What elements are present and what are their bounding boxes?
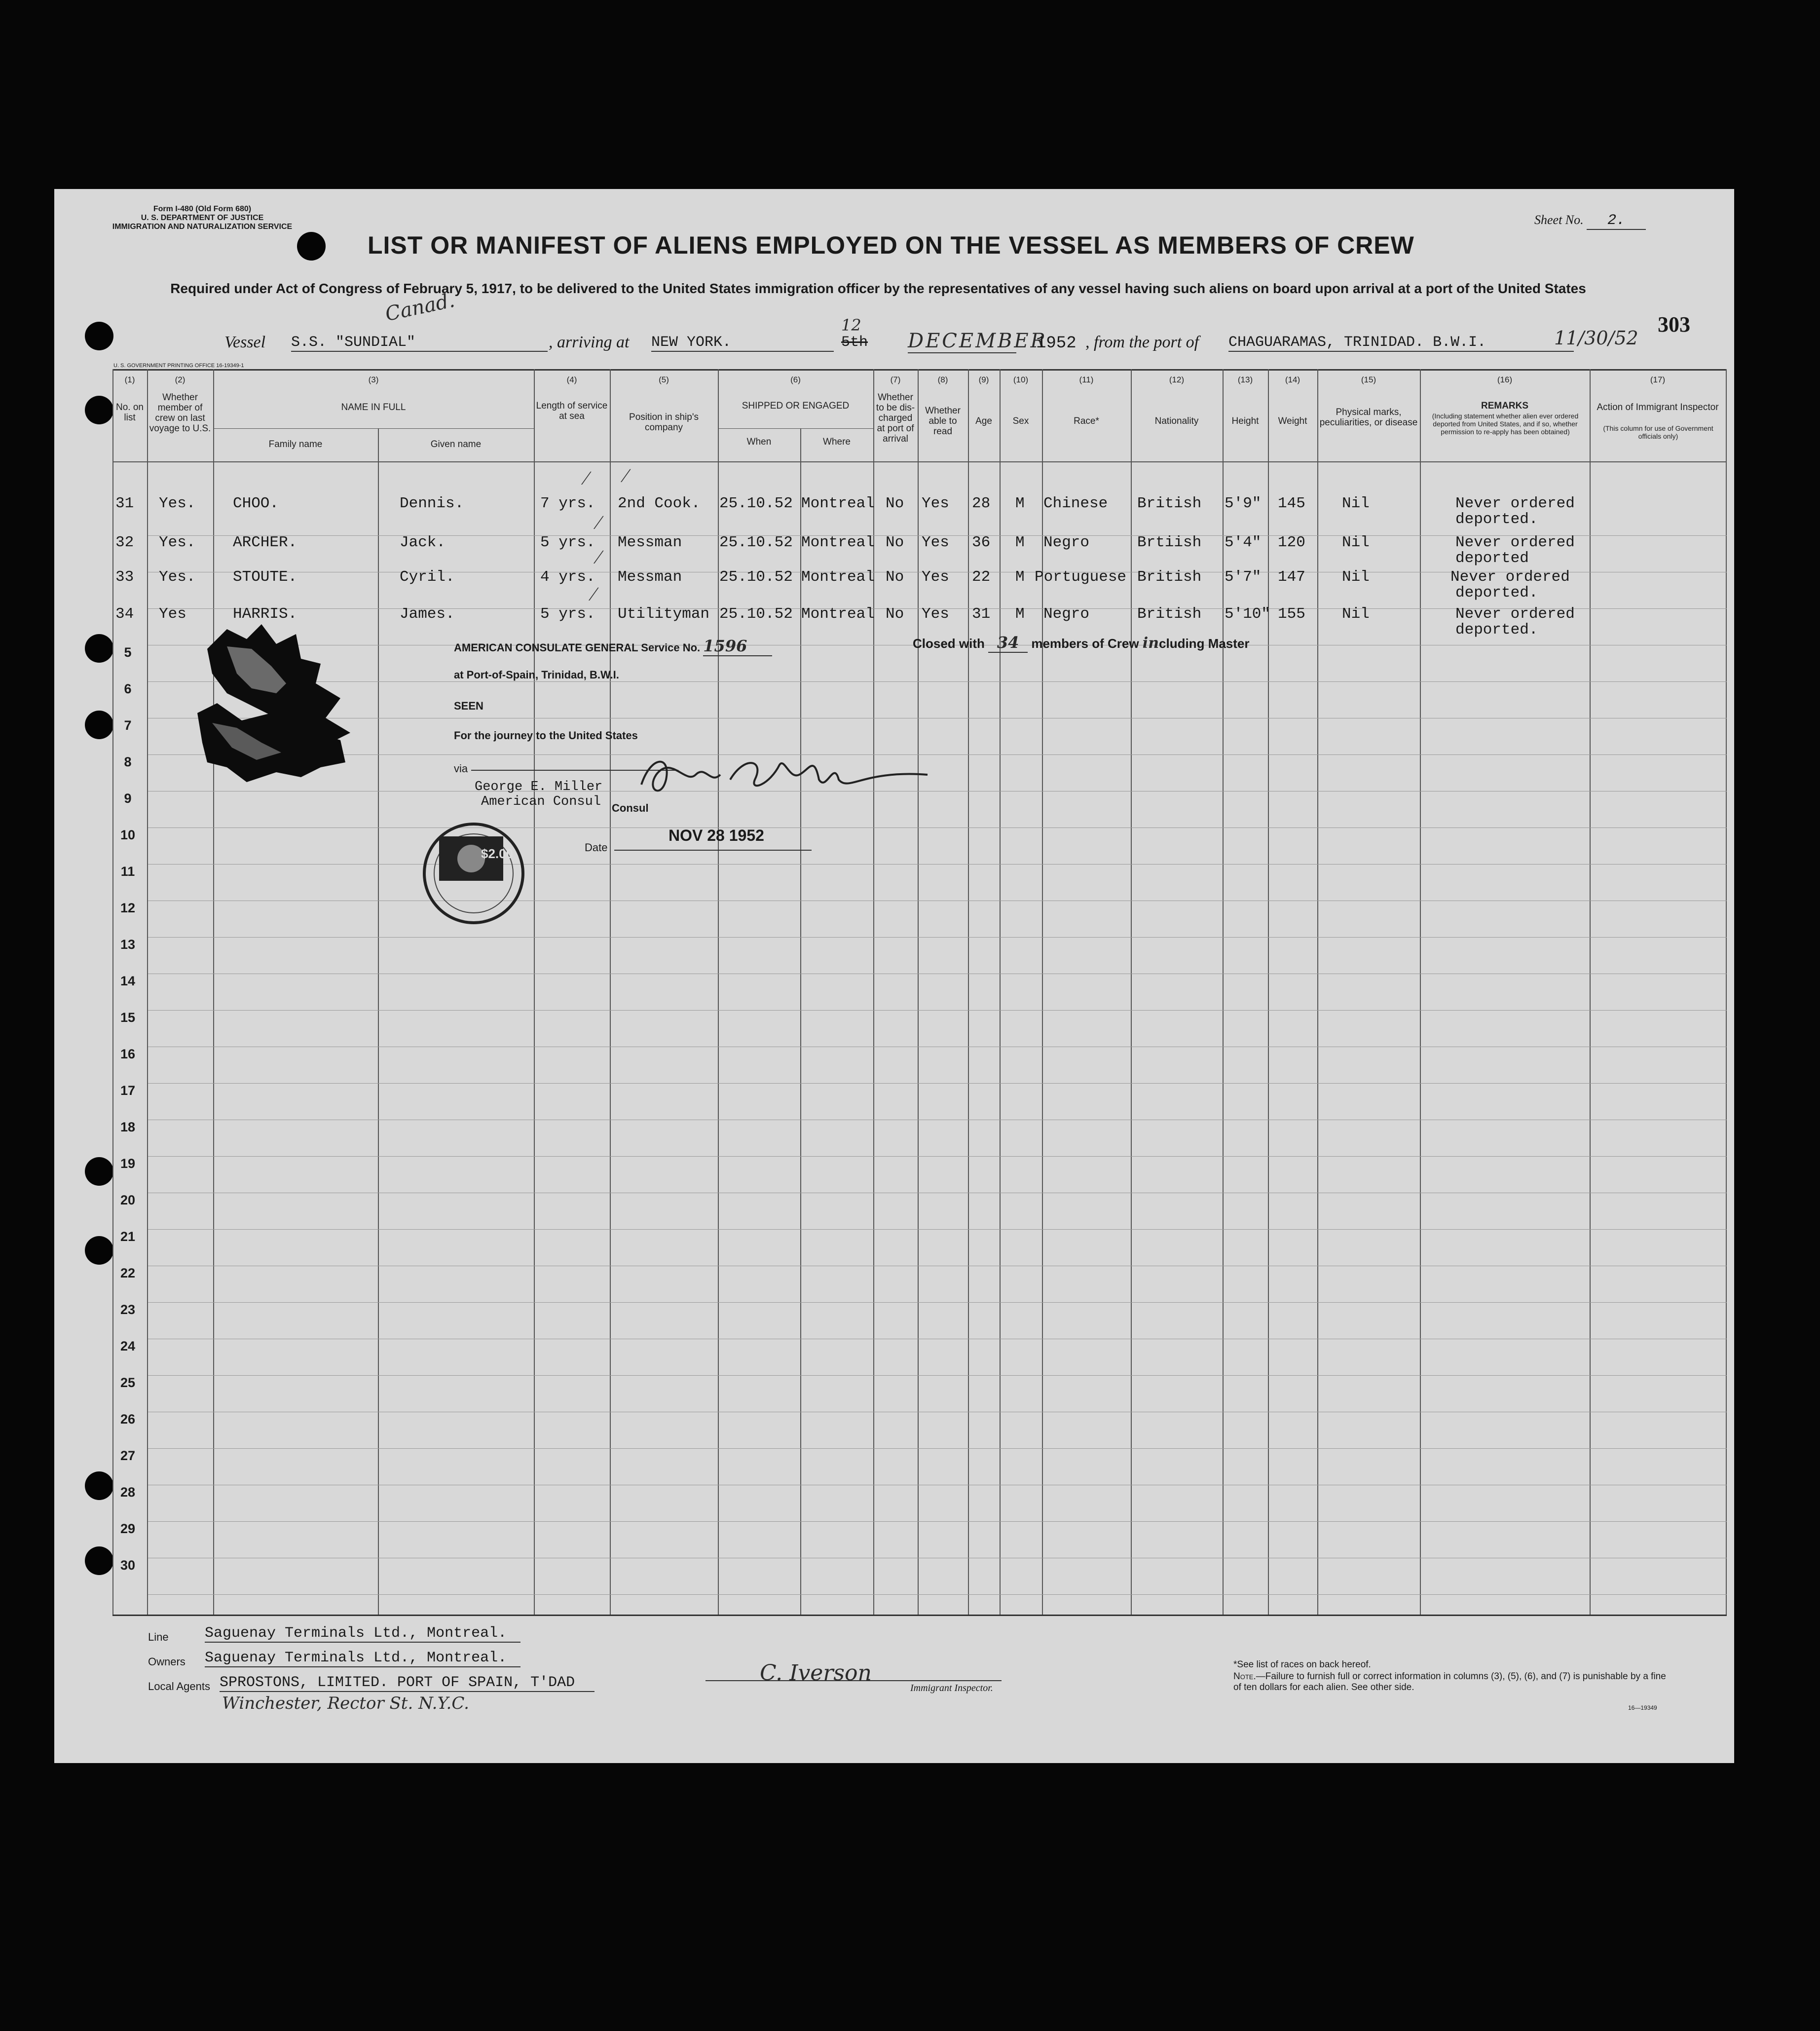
punch-hole (85, 1471, 113, 1500)
cell-where: Montreal (801, 605, 875, 623)
row-number: 18 (120, 1120, 136, 1134)
header-name-in-full: NAME IN FULL (341, 402, 406, 413)
row-line (148, 1521, 1727, 1522)
column-number: (15) (1361, 375, 1376, 384)
name-subheader-line (213, 428, 534, 429)
row-number: 29 (120, 1521, 136, 1536)
cell-service: 4 yrs. (540, 568, 595, 586)
row-number: 12 (120, 901, 136, 915)
row-number: 16 (120, 1047, 136, 1061)
struck-day: 5th (841, 334, 868, 351)
cell-number: 34 (115, 605, 134, 623)
header-weight: Weight (1278, 416, 1307, 426)
closed-count: 34 (988, 633, 1028, 653)
form-identifier (109, 205, 296, 231)
inspector-signature: C. Iverson (760, 1660, 872, 1686)
column-divider (1590, 369, 1591, 1615)
handwritten-date: 11/30/52 (1554, 327, 1638, 349)
header-race: Race* (1074, 416, 1099, 426)
row-line (148, 1156, 1727, 1157)
cell-height: 5'7" (1225, 568, 1262, 586)
cell-able-to-read: Yes (922, 495, 949, 512)
consul-signature (631, 745, 937, 804)
cell-remarks: Never ordered (1455, 605, 1575, 623)
cell-given-name: James. (400, 605, 455, 623)
row-line (148, 827, 1727, 828)
cell-able-to-read: Yes (922, 534, 949, 551)
punch-hole (85, 1546, 113, 1575)
footer-races-note: *See list of races on back hereof. (1233, 1659, 1371, 1670)
page-title: LIST OR MANIFEST OF ALIENS EMPLOYED ON THE VESSEL AS MEMBERS OF CREW (368, 231, 1414, 259)
header-when: When (746, 437, 772, 447)
column-divider (1726, 369, 1727, 1615)
column-divider (873, 369, 874, 1615)
consulate-service-number: 1596 (703, 637, 772, 656)
cell-sex: M (1015, 534, 1025, 551)
header-length-of-service: Length of service at sea (536, 401, 608, 421)
consulate-via: via (454, 762, 468, 775)
check-mark: ∕ (597, 546, 600, 568)
column-number: (17) (1650, 375, 1666, 384)
consulate-date-label: Date (585, 841, 608, 854)
column-divider (968, 369, 969, 1615)
column-number: (3) (368, 375, 379, 384)
consulate-line-2: at Port-of-Spain, Trinidad, B.W.I. (454, 669, 619, 681)
cell-last-voyage: Yes. (159, 534, 196, 551)
cell-remarks: deported. (1455, 584, 1538, 602)
header-shipped-or-engaged: SHIPPED OR ENGAGED (742, 401, 850, 411)
cell-family-name: HARRIS. (233, 605, 297, 623)
consulate-journey: For the journey to the United States (454, 729, 638, 742)
cell-discharged: No (886, 495, 904, 512)
row-number: 20 (120, 1193, 136, 1207)
row-number: 28 (120, 1485, 136, 1500)
arrival-year: 1952 (1036, 334, 1077, 353)
row-line (148, 1375, 1727, 1376)
punch-hole (85, 634, 113, 663)
cell-physical-marks: Nil (1342, 495, 1370, 512)
row-number: 15 (120, 1010, 136, 1025)
cell-race: Portuguese (1035, 568, 1127, 586)
column-divider (1223, 369, 1224, 1615)
cell-given-name: Jack. (400, 534, 446, 551)
row-number: 14 (120, 974, 136, 988)
row-number: 21 (120, 1229, 136, 1244)
cell-physical-marks: Nil (1342, 605, 1370, 623)
row-number: 23 (120, 1302, 136, 1317)
cell-race: Negro (1043, 534, 1090, 551)
punch-hole (85, 711, 113, 739)
cell-service: 5 yrs. (540, 605, 595, 623)
footer-owners-value: Saguenay Terminals Ltd., Montreal. (205, 1650, 520, 1667)
column-number: (8) (937, 375, 948, 384)
cell-height: 5'9" (1225, 495, 1262, 512)
footer-line-value: Saguenay Terminals Ltd., Montreal. (205, 1625, 520, 1643)
cell-weight: 120 (1278, 534, 1305, 551)
cell-position: Messman (618, 568, 682, 586)
row-number: 26 (120, 1412, 136, 1427)
row-line (148, 864, 1727, 865)
cell-last-voyage: Yes (159, 605, 186, 623)
header-bottom-border (112, 461, 1727, 462)
cell-where: Montreal (801, 568, 875, 586)
consulate-seen: SEEN (454, 700, 483, 712)
consulate-line-1 (454, 637, 772, 656)
cell-family-name: ARCHER. (233, 534, 297, 551)
vessel-name: S.S. "SUNDIAL" (291, 334, 548, 352)
cell-weight: 147 (1278, 568, 1305, 586)
column-divider (534, 369, 535, 1615)
column-divider (213, 369, 214, 1615)
cell-position: Utilityman (618, 605, 710, 623)
column-number: (6) (790, 375, 801, 384)
row-number: 6 (124, 681, 132, 696)
cell-position: Messman (618, 534, 682, 551)
check-mark: ∕ (585, 467, 588, 489)
column-divider (610, 369, 611, 1615)
cell-able-to-read: Yes (922, 605, 949, 623)
arriving-port: NEW YORK. (651, 334, 834, 352)
column-divider (918, 369, 919, 1615)
row-number: 7 (124, 718, 132, 733)
cell-remarks: Never ordered (1450, 568, 1570, 586)
cell-where: Montreal (801, 495, 875, 512)
cell-age: 36 (972, 534, 991, 551)
column-number: (1) (124, 375, 135, 384)
row-number: 5 (124, 645, 132, 660)
cell-number: 33 (115, 568, 134, 586)
column-number: (7) (890, 375, 901, 384)
punch-hole (85, 1236, 113, 1265)
cell-given-name: Cyril. (400, 568, 455, 586)
header-remarks-note: (Including statement whether alien ever ordered deported from United States, and if so, whether permission to re-apply has been obtained) (1432, 412, 1579, 436)
consulate-date-line (614, 850, 812, 851)
handwritten-month: DECEMBER (908, 330, 1047, 352)
cell-remarks: deported. (1455, 511, 1538, 528)
cell-discharged: No (886, 534, 904, 551)
punch-hole (85, 322, 113, 350)
column-divider (147, 369, 148, 1615)
closed-tail: cluding Master (1159, 636, 1250, 651)
form-id-line: Form I-480 (Old Form 680) (153, 205, 252, 213)
table-bottom-border (112, 1615, 1727, 1616)
cell-remarks: deported. (1455, 621, 1538, 639)
cell-when: 25.10.52 (719, 495, 793, 512)
punch-hole (85, 1157, 113, 1186)
cell-nationality: Brtiish (1137, 534, 1202, 551)
header-where: Where (823, 437, 851, 447)
cell-remarks: Never ordered (1455, 534, 1575, 551)
row-line (148, 1229, 1727, 1230)
inspector-label: Immigrant Inspector. (910, 1683, 993, 1693)
column-number: (5) (659, 375, 669, 384)
vessel-label: Vessel (224, 333, 266, 351)
cell-nationality: British (1137, 605, 1202, 623)
punch-hole (297, 232, 326, 261)
row-line (148, 937, 1727, 938)
consul-name: George E. Miller (475, 780, 603, 794)
column-number: (12) (1169, 375, 1185, 384)
cell-race: Chinese (1043, 495, 1108, 512)
consul-label: Consul (612, 802, 649, 814)
footer-penalty-note (1233, 1671, 1668, 1693)
form-id-line: IMMIGRATION AND NATURALIZATION SERVICE (112, 223, 293, 231)
cell-age: 28 (972, 495, 991, 512)
cell-height: 5'10" (1225, 605, 1271, 623)
cell-remarks: deported (1455, 550, 1529, 567)
form-id-line: U. S. DEPARTMENT OF JUSTICE (141, 214, 264, 222)
cell-weight: 145 (1278, 495, 1305, 512)
cell-when: 25.10.52 (719, 568, 793, 586)
cell-age: 31 (972, 605, 991, 623)
cell-service: 7 yrs. (540, 495, 595, 512)
wax-seal-icon (197, 619, 370, 792)
shipped-subheader-line (718, 428, 873, 429)
footer-agents-label: Local Agents (148, 1680, 210, 1692)
arriving-label: , arriving at (549, 333, 630, 351)
cell-family-name: STOUTE. (233, 568, 297, 586)
cell-position: 2nd Cook. (618, 495, 701, 512)
handwritten-day: 12 (841, 316, 861, 335)
page-subtitle: Required under Act of Congress of February 5, 1917, to be delivered to the United States immigration officer by the representatives of any vessel having such aliens on board upon arrival at a port of the United States (170, 281, 1586, 296)
check-mark: ∕ (597, 511, 600, 533)
cell-last-voyage: Yes. (159, 568, 196, 586)
cell-number: 31 (115, 495, 134, 512)
cell-able-to-read: Yes (922, 568, 949, 586)
column-number: (11) (1079, 375, 1094, 384)
cell-discharged: No (886, 568, 904, 586)
note-label: Note. (1233, 1671, 1256, 1682)
cell-race: Negro (1043, 605, 1090, 623)
row-number: 10 (120, 827, 136, 842)
cell-given-name: Dennis. (400, 495, 464, 512)
cell-nationality: British (1137, 495, 1202, 512)
cell-weight: 155 (1278, 605, 1305, 623)
row-number: 25 (120, 1375, 136, 1390)
check-mark: ∕ (624, 464, 628, 487)
header-family-name: Family name (268, 439, 323, 450)
header-discharged: Whether to be dis-charged at port of arrival (876, 392, 915, 444)
row-line (148, 754, 1727, 755)
cell-when: 25.10.52 (719, 534, 793, 551)
row-line (148, 681, 1727, 682)
consulate-service-label: AMERICAN CONSULATE GENERAL Service No. (454, 641, 701, 654)
header-physical-marks: Physical marks, peculiarities, or disease (1319, 407, 1418, 428)
table-top-border (112, 369, 1727, 371)
column-divider (1420, 369, 1421, 1615)
row-number: 9 (124, 791, 132, 806)
cell-age: 22 (972, 568, 991, 586)
column-number: (16) (1497, 375, 1513, 384)
header-sex: Sex (1012, 416, 1029, 426)
header-remarks: REMARKS (1481, 401, 1529, 411)
row-line (148, 1083, 1727, 1084)
revenue-stamp-icon (417, 817, 540, 930)
footer-agents-handwritten: Winchester, Rector St. N.Y.C. (222, 1693, 469, 1713)
cell-sex: M (1015, 495, 1025, 512)
cell-height: 5'4" (1225, 534, 1262, 551)
header-height: Height (1231, 416, 1259, 426)
cell-service: 5 yrs. (540, 534, 595, 551)
column-divider (1000, 369, 1001, 1615)
vessel-handwritten-note: Canad. (383, 289, 457, 326)
row-number: 13 (120, 937, 136, 952)
punch-hole (85, 396, 113, 424)
printing-office-imprint: U. S. GOVERNMENT PRINTING OFFICE 16-19349-1 (113, 363, 244, 369)
row-number: 19 (120, 1156, 136, 1171)
cell-sex: M (1015, 605, 1025, 623)
closed-handwritten: in (1142, 635, 1159, 652)
row-number: 8 (124, 754, 132, 769)
column-divider (378, 428, 379, 1615)
cell-last-voyage: Yes. (159, 495, 196, 512)
column-divider (1268, 369, 1269, 1615)
closed-statement (913, 633, 1250, 653)
row-number: 27 (120, 1448, 136, 1463)
column-number: (14) (1285, 375, 1300, 384)
footer-form-code: 16—19349 (1628, 1704, 1657, 1711)
consul-title: American Consul (481, 794, 601, 809)
page-number: 303 (1658, 312, 1690, 337)
from-label: , from the port of (1085, 333, 1199, 351)
row-line (148, 1448, 1727, 1449)
column-divider (1042, 369, 1043, 1615)
header-inspector-note: (This column for use of Government officials only) (1603, 424, 1713, 440)
cell-remarks: Never ordered (1455, 495, 1575, 512)
column-number: (2) (175, 375, 186, 384)
header-given-name: Given name (430, 439, 482, 450)
header-last-voyage: Whether member of crew on last voyage to U.S. (149, 392, 211, 434)
cell-nationality: British (1137, 568, 1202, 586)
cell-physical-marks: Nil (1342, 534, 1370, 551)
column-divider (1131, 369, 1132, 1615)
row-number: 17 (120, 1083, 136, 1098)
check-mark: ∕ (592, 583, 595, 605)
footer-owners-label: Owners (148, 1655, 186, 1668)
header-inspector-action: Action of Immigrant Inspector (1597, 402, 1719, 413)
sheet-number (1534, 212, 1646, 230)
inspector-signature-line (706, 1680, 1002, 1681)
note-text: —Failure to furnish full or correct information in columns (3), (5), (6), and (7) is punishable by a fine of ten dollars for each alien. See other side. (1233, 1671, 1666, 1692)
column-number: (13) (1237, 375, 1253, 384)
header-age: Age (975, 416, 992, 426)
footer-line-label: Line (148, 1631, 169, 1643)
header-nationality: Nationality (1154, 416, 1199, 426)
cell-family-name: CHOO. (233, 495, 279, 512)
cell-discharged: No (886, 605, 904, 623)
header-position: Position in ship's company (629, 412, 699, 433)
row-number: 22 (120, 1266, 136, 1280)
cell-sex: M (1015, 568, 1025, 586)
column-divider (718, 369, 719, 1615)
cell-number: 32 (115, 534, 134, 551)
row-number: 24 (120, 1339, 136, 1354)
footer-agents-value: SPROSTONS, LIMITED. PORT OF SPAIN, T'DAD (220, 1674, 594, 1692)
departure-port: CHAGUARAMAS, TRINIDAD. B.W.I. (1228, 334, 1574, 352)
row-line (148, 1010, 1727, 1011)
column-divider (112, 369, 113, 1615)
sheet-label: Sheet No. (1534, 213, 1584, 227)
row-line (148, 1302, 1727, 1303)
column-number: (9) (978, 375, 989, 384)
sheet-value: 2. (1587, 212, 1646, 230)
column-number: (10) (1013, 375, 1029, 384)
closed-prefix: Closed with (913, 636, 985, 651)
closed-suffix: members of Crew (1031, 636, 1139, 651)
row-number: 11 (120, 864, 135, 879)
row-number: 30 (120, 1558, 136, 1573)
row-line (148, 1594, 1727, 1595)
column-number: (4) (566, 375, 577, 384)
consulate-date-stamp: NOV 28 1952 (669, 827, 764, 844)
header-able-to-read: Whether able to read (925, 406, 961, 437)
cell-where: Montreal (801, 534, 875, 551)
header-number-on-list: No. on list (116, 402, 144, 423)
revenue-stamp-value: $2.00 (481, 846, 514, 861)
cell-physical-marks: Nil (1342, 568, 1370, 586)
column-divider (1317, 369, 1318, 1615)
cell-when: 25.10.52 (719, 605, 793, 623)
